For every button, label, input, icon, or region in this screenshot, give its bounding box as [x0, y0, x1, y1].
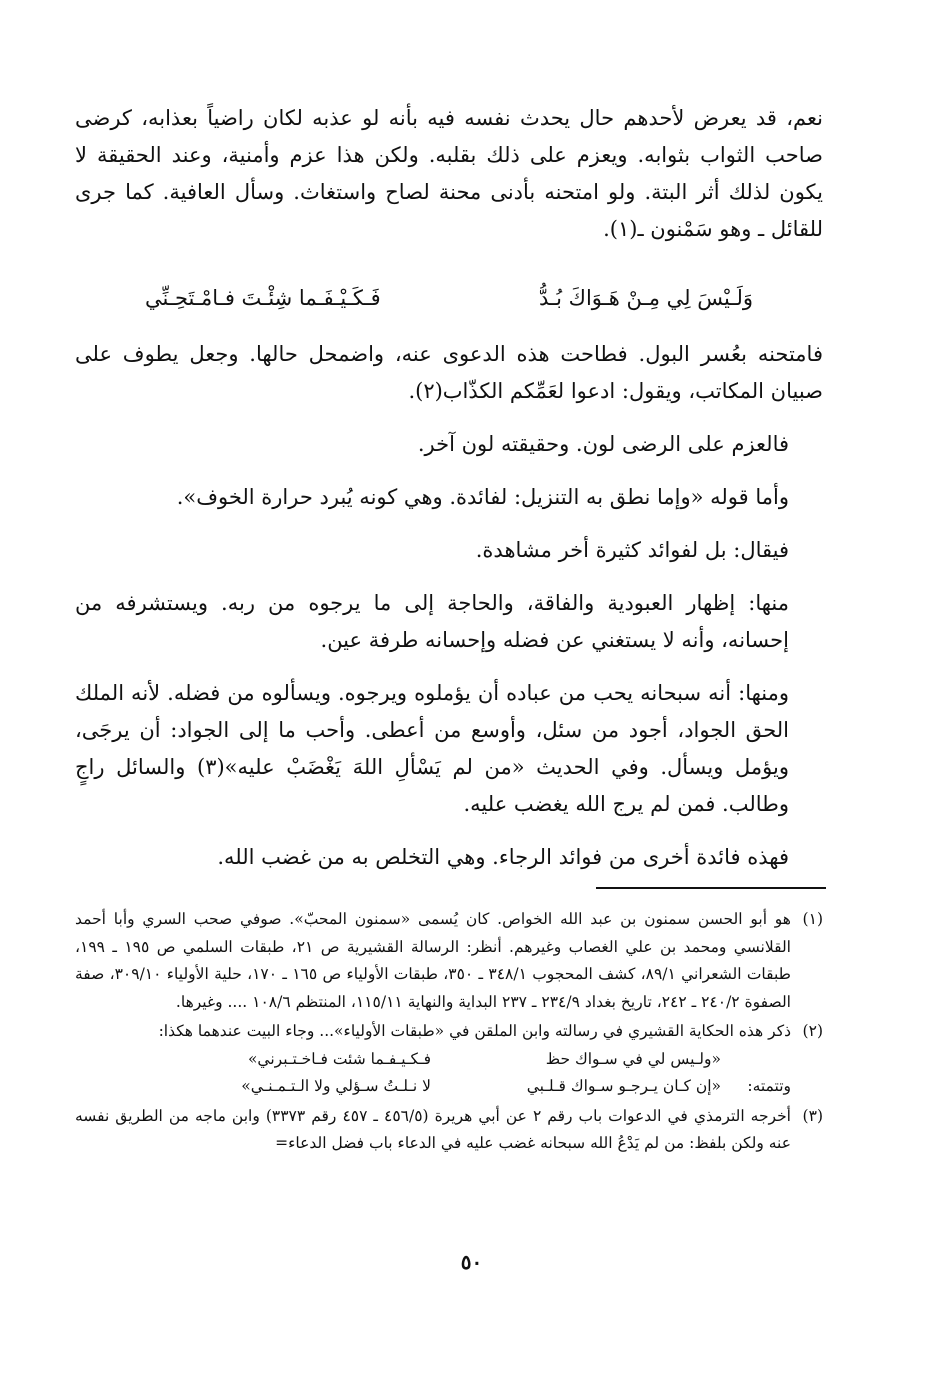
paragraph-6: منها: إظهار العبودية والفاقة، والحاجة إلى ما يرجوه من ربه. ويستشرفه من إحسانه، وأنه لا يستغني عن فضله وإحسانه طرفة عين.: [75, 591, 789, 652]
paragraph-2: فامتحنه بعُسر البول. فطاحت هذه الدعوى عنه، واضمحل حالها. وجعل يطوف على صبيان المكاتب، ويقول: ادعوا لعَمِّكم الكذّاب(٢).: [75, 342, 823, 403]
paragraph-1: نعم، قد يعرض لأحدهم حال يحدث نفسه فيه بأنه لو عذبه لكان راضياً بعذابه، كرضى صاحب الثواب بثوابه. ويعزم على ذلك بقلبه. ولكن هذا عزم وأمنية، وعند الحقيقة لا يكون لذلك أثر البتة. ولو امتحنه بأدنى محنة لصاح واستغاث. وسأل العافية. كما جرى للقائل ـ وهو سَمْنون ـ(١).: [75, 106, 823, 241]
footnote-verse-second: لا نـلـتُ سـؤلي ولا الـتـمـنـي»: [241, 1077, 431, 1095]
footnotes: [75, 906, 823, 1160]
footnote-separator: [596, 887, 826, 889]
paragraph-4: وأما قوله «وإما نطق به التنزيل: لفائدة. وهي كونه يُبرد حرارة الخوف».: [176, 485, 789, 509]
footnote-1: [75, 906, 823, 1016]
footnote-2: [75, 1018, 823, 1101]
verse-second-hemistich: فَـكَـيْـفَـما شِئْـتَ فـامْـتَحِـنِّي: [145, 286, 381, 310]
paragraph-5: فيقال: بل لفوائد كثيرة أخر مشاهدة.: [475, 538, 789, 562]
footnote-verse-first: «ولـيس لي في سـواك حظ: [545, 1049, 721, 1068]
continuation-label: وتتمته:: [747, 1077, 791, 1095]
footnote-number: (٢): [802, 1022, 823, 1040]
paragraph-8: فهذه فائدة أخرى من فوائد الرجاء. وهي التخلص به من غضب الله.: [217, 845, 789, 869]
footnote-text: ذكر هذه الحكاية القشيري في رسالته وابن الملقن في «طبقات الأولياء»... وجاء البيت عندهما هكذا:: [158, 1022, 791, 1040]
paragraph-7: ومنها: أنه سبحانه يحب من عباده أن يؤملوه ويرجوه. ويسألوه من فضله. لأنه الملك الحق الجواد، أجود من سئل، وأوسع من أعطى. وأحب ما إلى الجواد: أن يرجَى، ويؤمل ويسأل. وفي الحديث «من لم يَسْألِ اللهَ يَغْضَبْ عليه»(٣) والسائل راجٍ وطالب. فمن لم يرج الله يغضب عليه.: [75, 681, 789, 816]
poem-verse: [145, 278, 753, 318]
paragraph-3: فالعزم على الرضى لون. وحقيقته لون آخر.: [417, 432, 789, 456]
footnote-number: (٣): [802, 1106, 823, 1125]
footnote-verse-2: [75, 1073, 791, 1101]
footnote-number: (١): [802, 910, 823, 928]
footnote-verse-second: فـكـيـفـما شئت فـاخـتـبرني»: [247, 1049, 431, 1068]
main-text: [75, 100, 823, 892]
footnote-verse-1: [75, 1046, 791, 1074]
footnote-body: [75, 1018, 791, 1101]
footnote-text: أخرجه الترمذي في الدعوات باب رقم ٢ عن أبي هريرة (٤٥٦/٥ ـ ٤٥٧ رقم ٣٣٧٣) وابن ماجه من الطريق نفسه عنه ولكن بلفظ: من لم يَدْعُ الله سبحانه غضب عليه في الدعاء باب فضل الدعاء=: [75, 1106, 791, 1152]
page-number: ٥٠: [460, 1250, 483, 1274]
footnote-text: هو أبو الحسن سمنون بن عبد الله الخواص. كان يُسمى «سمنون المحبّ». صوفي صحب السري وأبا أحمد القلانسي ومحمد بن علي الغصاب وغيرهم. أنظر: الرسالة القشيرية ص ٢١، طبقات السلمي ص ١٩٥ ـ ١٩٩، طبقات الشعراني ٨٩/١، كشف المحجوب ٣٤٨/١ ـ ٣٥٠، طبقات الأولياء ص ١٦٥ ـ ١٧٠، حلية الأولياء ٣٠٩/١٠، صفة الصفوة ٢٤٠/٢ ـ ٢٤٢، تاريخ بغداد ٢٣٤/٩ ـ ٢٣٧ البداية والنهاية ١١٥/١١، المنتظم ١٠٨/٦ .... وغيرها.: [75, 910, 792, 1011]
verse-first-hemistich: وَلَـيْسَ لِي مِـنْ هَـوَاكَ بُـدُّ: [538, 286, 753, 310]
footnote-3: [75, 1103, 823, 1158]
footnote-verse-first: «إن كـان يـرجـو سـواك قـلـبي: [526, 1077, 721, 1095]
